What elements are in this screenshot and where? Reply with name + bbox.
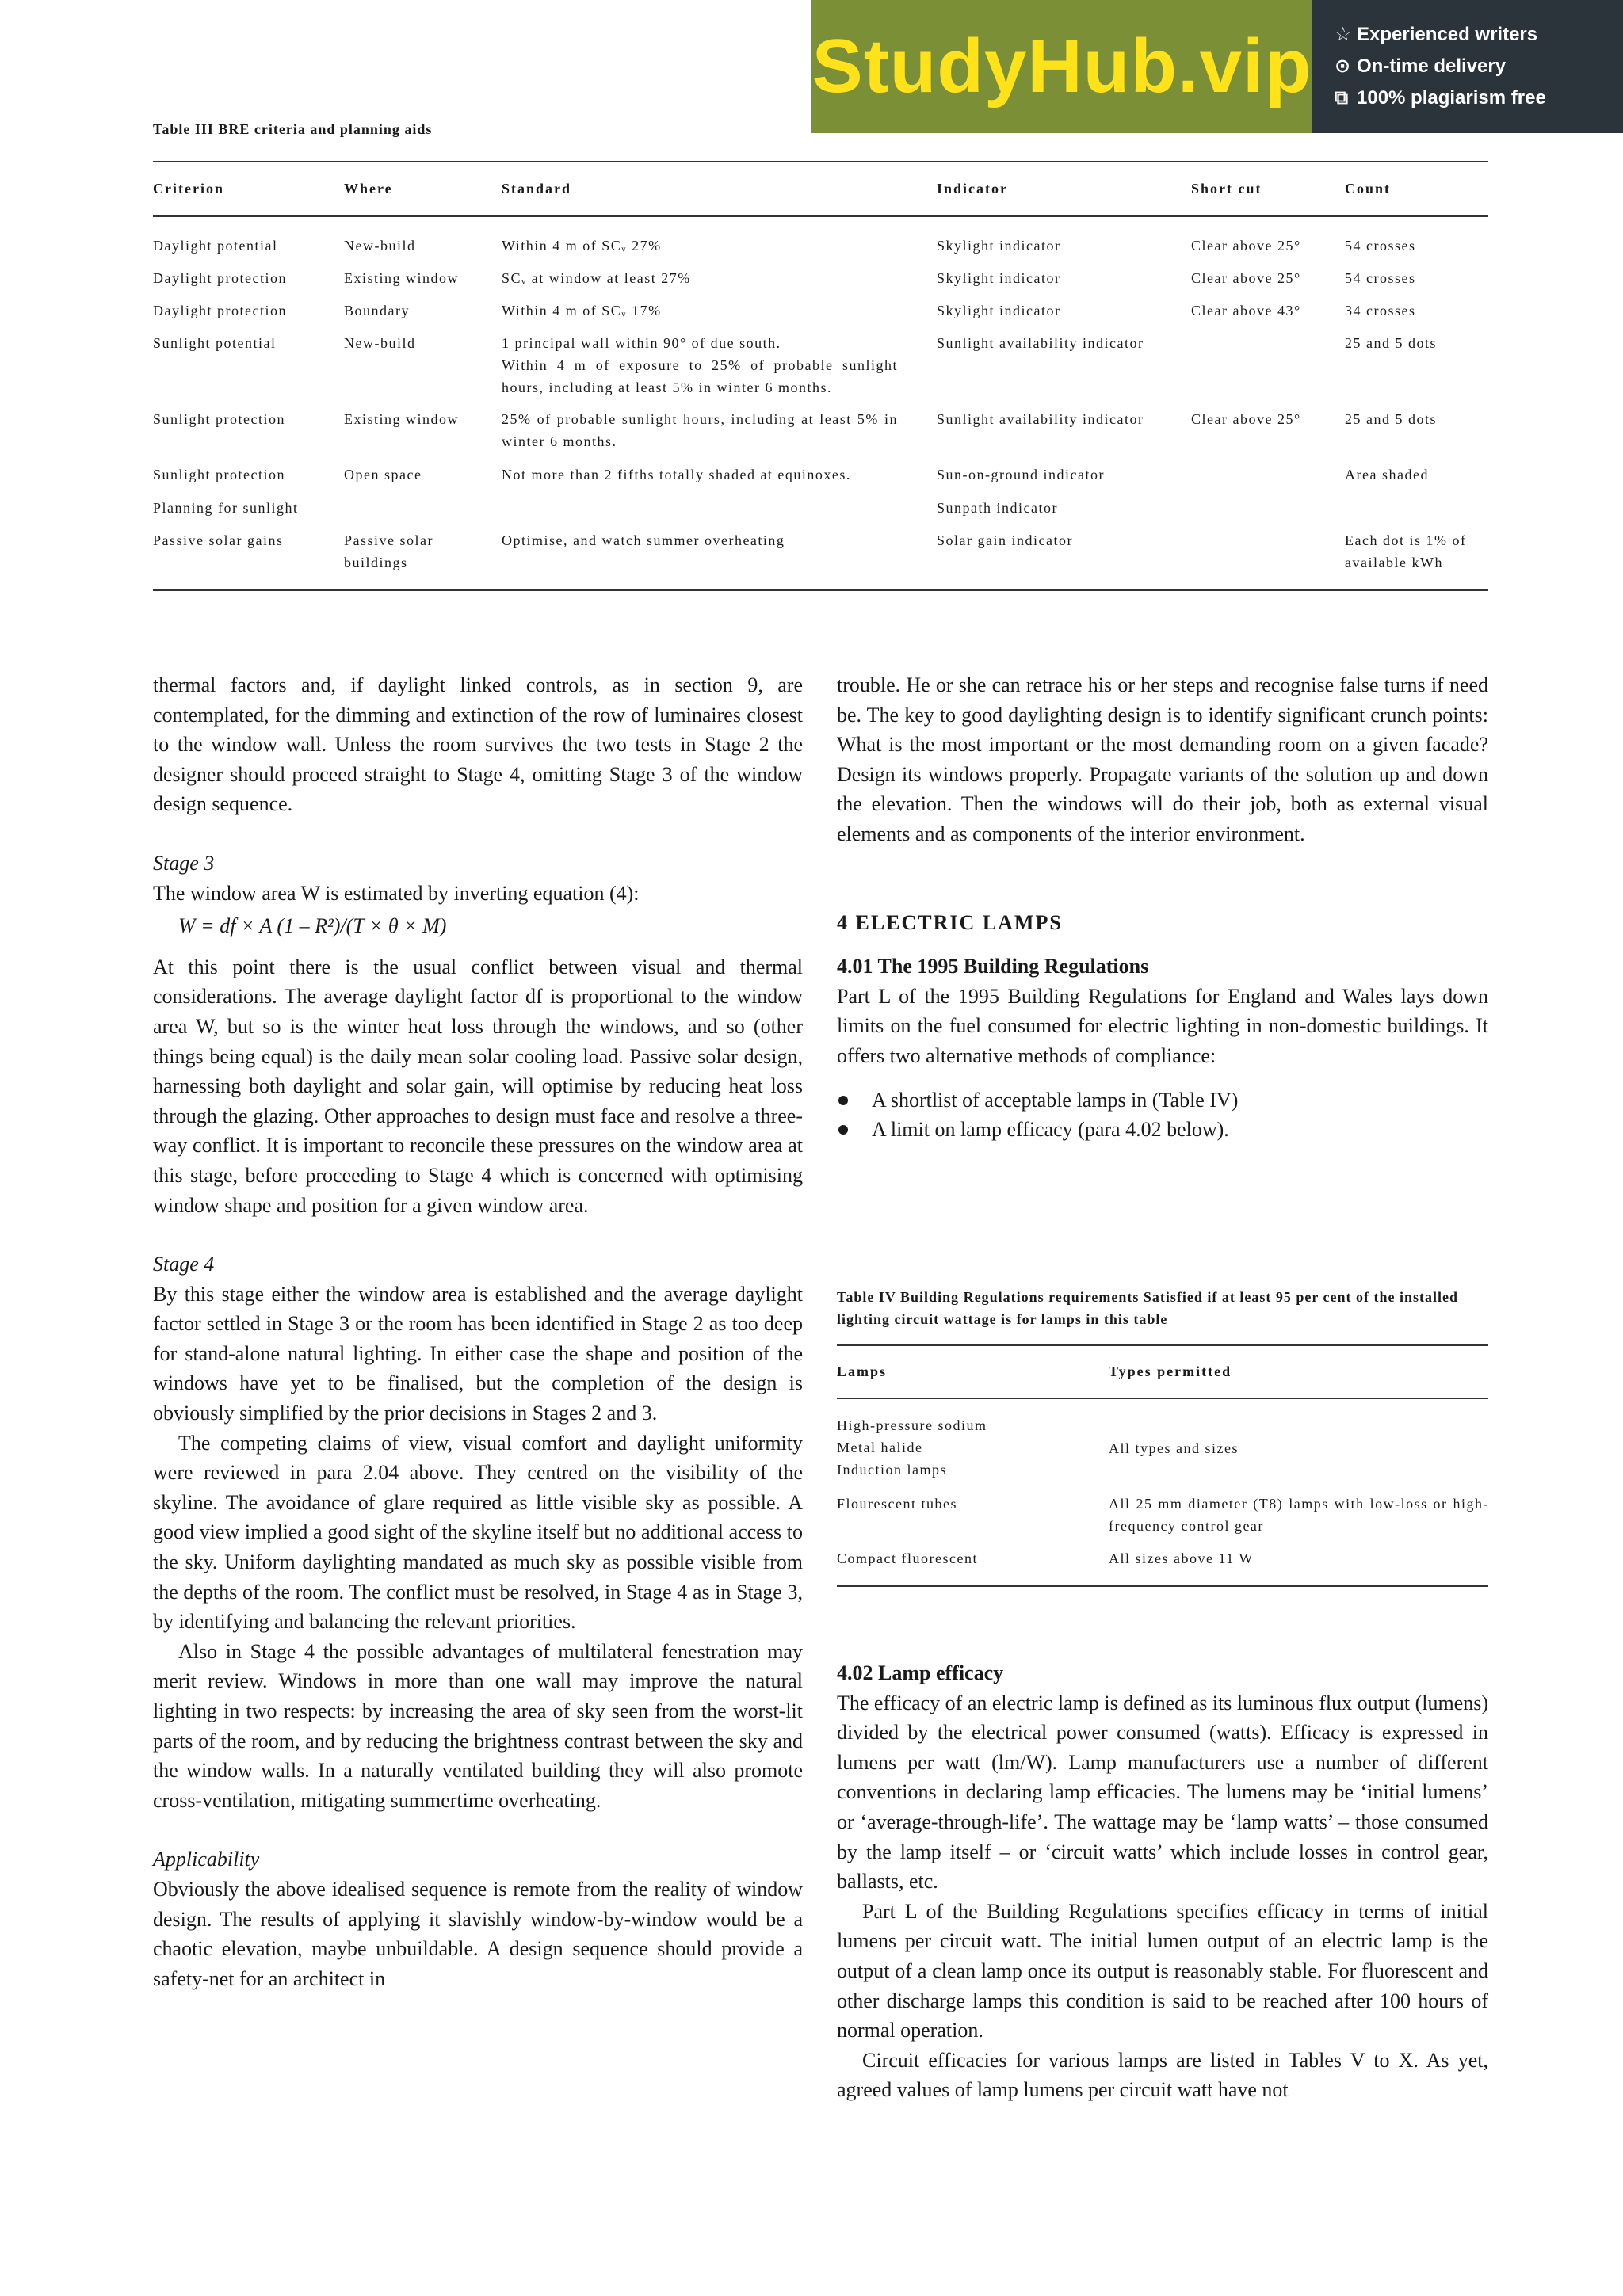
table3-cell-standard: Optimise, and watch summer overheating (502, 532, 785, 548)
table4-header-rule (837, 1398, 1488, 1399)
right-paragraph: Part L of the Building Regulations specifies efficacy in terms of initial lumens per circuit watt. The initial lumen output of an electric lamp is the output of a clean lamp once its output is reasonably stable. For fluorescent and other discharge lamps this condition is said to be reached after 100 hours of normal operation. (837, 1899, 1488, 2042)
left-paragraph: thermal factors and, if daylight linked controls, as in section 9, are contemplated, for the dimming and extinction of the row of luminaires closest to the window wall. Unless the room survives the two tests in Stage 2 the designer should proceed straight to Stage 4, omitting Stage 3 of the window design sequence. (153, 673, 803, 816)
banner-feature (1335, 82, 1623, 114)
banner-feature-text: On-time delivery (1357, 55, 1507, 77)
table3-cell-where: Passive solar buildings (344, 532, 433, 570)
table3-cell-where: New-build (344, 335, 416, 351)
table3-header-criterion: Criterion (153, 181, 224, 196)
table4-cell-lamps: High-pressure sodium Metal halide Induction lamps (837, 1417, 987, 1478)
banner-feature-text: Experienced writers (1357, 24, 1538, 45)
table3-cell-count: Each dot is 1% of available kWh (1345, 532, 1467, 570)
table3-cell-shortcut: Clear above 25° (1191, 238, 1301, 254)
left-paragraph: The competing claims of view, visual comfort and daylight uniformity were reviewed in para 2.04 above. They centred on the visibility of the skyline. The avoidance of glare required as little visible sky as possible. A good view implied a good sight of the skyline itself but no additional access to the sky. Uniform daylighting mandated as much sky as possible visible from the depths of the room. The conflict must be resolved, in Stage 4 as in Stage 3, by identifying and balancing the relevant priorities. (153, 1431, 803, 1634)
table3-cell-criterion: Sunlight potential (153, 335, 277, 351)
right-column (837, 670, 1488, 1145)
table3-header-indicator: Indicator (937, 181, 1008, 196)
stage4-heading: Stage 4 (153, 1253, 215, 1276)
right-paragraph: Part L of the 1995 Building Regulations for England and Wales lays down limits on the fuel consumed for electric lighting in non-domestic buildings. It offers two alternative methods of compliance: (837, 984, 1488, 1067)
banner-logo (812, 0, 1312, 133)
table3-cell-indicator: Sun-on-ground indicator (937, 467, 1105, 482)
table3-cell-where: New-build (344, 238, 416, 254)
right-paragraph: trouble. He or she can retrace his or her steps and recognise false turns if need be. The key to good daylighting design is to identify significant crunch points: What is the most important or the most demanding room on a given facade? Design its windows properly. Propagate variants of the solution up and down the elevation. Then the windows will do their job, both as external visual elements and as components of the interior environment. (837, 673, 1488, 845)
bullet-item: A limit on lamp efficacy (para 4.02 below). (837, 1115, 1488, 1145)
table3-cell-count: 25 and 5 dots (1345, 411, 1437, 427)
table3-cell-standard: SCᵥ at window at least 27% (502, 270, 691, 286)
table3-cell-standard: Within 4 m of SCᵥ 27% (502, 238, 662, 254)
subsection-heading: 4.02 Lamp efficacy (837, 1661, 1004, 1684)
table3-cell-count: Area shaded (1345, 467, 1429, 482)
applicability-heading: Applicability (153, 1848, 260, 1871)
table3-cell-shortcut: Clear above 43° (1191, 303, 1301, 318)
right-column-lower (837, 1658, 1488, 2105)
table3-cell-where: Boundary (344, 303, 410, 318)
table3-top-rule (153, 161, 1488, 162)
table4-top-rule (837, 1344, 1488, 1346)
table4-cell-types: All 25 mm diameter (T8) lamps with low-loss or high-frequency control gear (1109, 1496, 1489, 1534)
table4-bottom-rule (837, 1585, 1488, 1587)
table3-cell-where: Existing window (344, 411, 460, 427)
table3-cell-indicator: Solar gain indicator (937, 532, 1073, 548)
table3-cell-indicator: Skylight indicator (937, 303, 1061, 318)
table3-cell-indicator: Skylight indicator (937, 238, 1061, 254)
table3-cell-criterion: Passive solar gains (153, 532, 284, 548)
table3-cell-where: Open space (344, 467, 422, 482)
subsection-heading: 4.01 The 1995 Building Regulations (837, 955, 1149, 978)
table4-header-types: Types permitted (1109, 1363, 1232, 1379)
table3-cell-standard: Within 4 m of SCᵥ 17% (502, 303, 662, 318)
table3-cell-standard: 25% of probable sunlight hours, including at least 5% in winter 6 months. (502, 411, 898, 449)
bullet-item: A shortlist of acceptable lamps in (Table IV) (837, 1085, 1488, 1116)
table4-header-lamps: Lamps (837, 1363, 888, 1379)
table3-cell-count: 34 crosses (1345, 303, 1416, 318)
table3-cell-criterion: Daylight protection (153, 270, 287, 286)
table3-cell-count: 54 crosses (1345, 270, 1416, 286)
star-icon: ☆ (1335, 24, 1352, 45)
banner-feature-text: 100% plagiarism free (1357, 87, 1546, 109)
clock-icon: ⊙ (1335, 55, 1351, 77)
table4-caption: Table IV Building Regulations requirements Satisfied if at least 95 per cent of the installed lighting circuit wattage is for lamps in this table (837, 1289, 1459, 1327)
table3-header-where: Where (344, 181, 393, 196)
table3-cell-indicator: Sunlight availability indicator (937, 411, 1144, 427)
left-paragraph: Obviously the above idealised sequence is remote from the reality of window design. The results of applying it slavishly window-by-window would be a chaotic elevation, maybe unbuildable. A design sequence should provide a safety-net for an architect in (153, 1877, 803, 1990)
right-paragraph: Circuit efficacies for various lamps are listed in Tables V to X. As yet, agreed values of lamp lumens per circuit watt have not (837, 2048, 1488, 2102)
table3-header-standard: Standard (502, 181, 572, 196)
table3-cell-shortcut: Clear above 25° (1191, 270, 1301, 286)
table4-cell-types: All sizes above 11 W (1109, 1550, 1254, 1566)
table3-header-shortcut: Short cut (1191, 181, 1262, 196)
copy-icon: ⧉ (1335, 87, 1349, 109)
table4-cell-lamps: Flourescent tubes (837, 1496, 957, 1512)
table3-cell-where: Existing window (344, 270, 460, 286)
table3-cell-criterion: Daylight potential (153, 238, 278, 254)
table3-cell-indicator: Sunpath indicator (937, 500, 1058, 516)
right-paragraph: The efficacy of an electric lamp is defined as its luminous flux output (lumens) divided by the electrical power consumed (watts). Efficacy is expressed in lumens per watt (lm/W). Lamp manufacturers use a number of different conventions in declaring lamp efficacies. The lumens may be ‘initial lumens’ or ‘average-through-life’. The wattage may be ‘lamp watts’ – those consumed by the lamp itself – or ‘circuit watts’ which include losses in control gear, ballasts, etc. (837, 1691, 1488, 1894)
banner-feature (1335, 51, 1623, 82)
table4-cell-lamps: Compact fluorescent (837, 1550, 978, 1566)
table3-cell-criterion: Daylight protection (153, 303, 287, 318)
banner-logo-text: StudyHub.vip (812, 24, 1312, 109)
left-paragraph: By this stage either the window area is established and the average daylight factor settled in Stage 3 or the room has been identified in Stage 2 as too deep for stand-alone natural lighting. In either case the shape and position of the windows have yet to be finalised, but the completion of the design is obviously simplified by the prior decisions in Stages 2 and 3. (153, 1282, 803, 1425)
table3-cell-standard: 1 principal wall within 90° of due south. Within 4 m of exposure to 25% of probable sunlight hours, including at least 5% in winter 6 months. (502, 335, 898, 395)
table3-cell-standard: Not more than 2 fifths totally shaded at equinoxes. (502, 467, 851, 482)
table3-cell-shortcut: Clear above 25° (1191, 411, 1301, 427)
table3-bottom-rule (153, 589, 1488, 591)
table3-caption: Table III BRE criteria and planning aids (153, 121, 433, 137)
table3-cell-criterion: Sunlight protection (153, 411, 285, 427)
ad-banner[interactable] (812, 0, 1623, 133)
table3-cell-indicator: Skylight indicator (937, 270, 1061, 286)
table3-header-count: Count (1345, 181, 1392, 196)
section-heading: 4 ELECTRIC LAMPS (837, 910, 1063, 934)
table3-header-rule (153, 215, 1488, 217)
table4-cell-types: All types and sizes (1109, 1440, 1239, 1456)
table3-cell-criterion: Planning for sunlight (153, 500, 299, 516)
stage3-intro: The window area W is estimated by inverting equation (4): (153, 881, 640, 905)
table3-cell-indicator: Sunlight availability indicator (937, 335, 1144, 351)
equation: W = df × A (1 – R²)/(T × θ × M) (178, 914, 447, 938)
left-column (153, 670, 803, 1993)
table3-cell-criterion: Sunlight protection (153, 467, 285, 482)
left-paragraph: Also in Stage 4 the possible advantages of multilateral fenestration may merit review. Windows in more than one wall may improve the natural lighting in two respects: by increasing the area of sky seen from the worst-lit parts of the room, and by reducing the brightness contrast between the sky and the window walls. In a naturally ventilated building they will also promote cross-ventilation, mitigating summertime overheating. (153, 1639, 803, 1812)
table3-cell-count: 54 crosses (1345, 238, 1416, 254)
banner-features (1312, 0, 1623, 133)
banner-feature (1335, 19, 1623, 51)
table3-cell-count: 25 and 5 dots (1345, 335, 1437, 351)
left-paragraph: At this point there is the usual conflict between visual and thermal considerations. The average daylight factor df is proportional to the window area W, but so is the winter heat loss through the windows, and so (other things being equal) is the daily mean solar cooling load. Passive solar design, harnessing both daylight and solar gain, will optimise by reducing heat loss through the glazing. Other approaches to design must face and resolve a three-way conflict. It is important to reconcile these pressures on the window area at this stage, before proceeding to Stage 4 which is concerned with optimising window shape and position for a given window area. (153, 955, 803, 1217)
stage3-heading: Stage 3 (153, 851, 215, 875)
